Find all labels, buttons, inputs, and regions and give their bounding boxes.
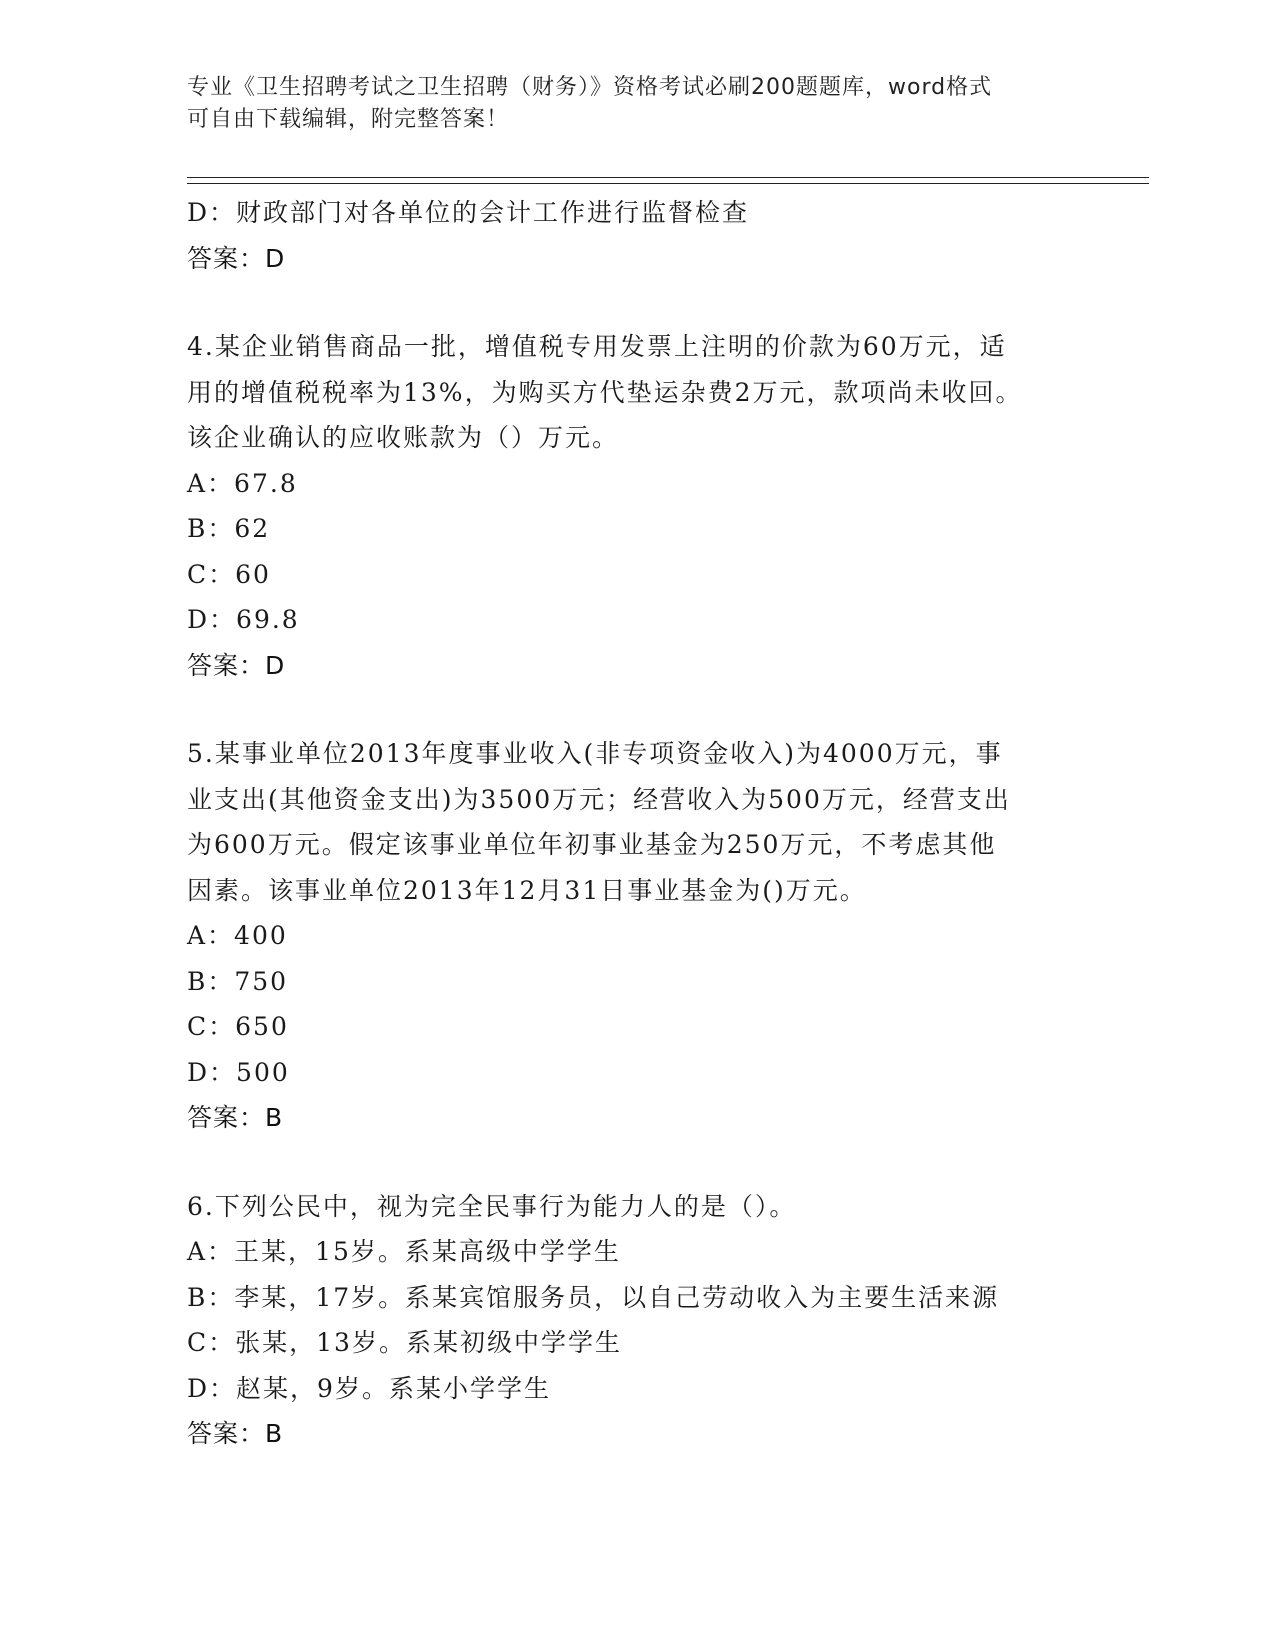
question-content: [187, 190, 1087, 1457]
question-stem-line: 用的增值税税率为13%，为购买方代垫运杂费2万元，款项尚未收回。: [187, 377, 1023, 407]
option-d: D：500: [187, 1057, 290, 1087]
answer-line: 答案：B: [187, 1419, 284, 1448]
option-c: C：60: [187, 559, 271, 589]
question-stem-line: 因素。该事业单位2013年12月31日事业基金为()万元。: [187, 875, 867, 905]
option-b: B：750: [187, 966, 289, 996]
answer-line: 答案：B: [187, 1103, 284, 1132]
question-stem-line: 业支出(其他资金支出)为3500万元；经营收入为500万元，经营支出: [187, 784, 1011, 814]
option-d: D：财政部门对各单位的会计工作进行监督检查: [187, 198, 750, 227]
question-3-tail: [187, 190, 1087, 281]
question-stem-line: 为600万元。假定该事业单位年初事业基金为250万元，不考虑其他: [187, 830, 997, 859]
answer-line: 答案：D: [187, 243, 286, 273]
option-c: C：张某，13岁。系某初级中学学生: [187, 1328, 622, 1357]
option-a: A：67.8: [187, 468, 298, 498]
question-stem-line: 5.某事业单位2013年度事业收入(非专项资金收入)为4000万元，事: [187, 739, 1003, 768]
header-line-1: 专业《卫生招聘考试之卫生招聘（财务）》资格考试必刷200题题库，word格式: [187, 75, 993, 100]
option-b: B：62: [187, 514, 271, 543]
header-line-2: 可自由下载编辑，附完整答案！: [187, 107, 510, 132]
option-d: D：赵某，9岁。系某小学学生: [187, 1373, 551, 1403]
option-a: A：400: [187, 921, 288, 950]
spacer: [187, 688, 1087, 731]
question-stem-line: 6.下列公民中，视为完全民事行为能力人的是（）。: [187, 1191, 797, 1221]
option-b: B：李某，17岁。系某宾馆服务员，以自己劳动收入为主要生活来源: [187, 1282, 1000, 1312]
spacer: [187, 1141, 1087, 1184]
option-a: A：王某，15岁。系某高级中学学生: [187, 1237, 621, 1266]
question-6: [187, 1184, 1087, 1457]
header-divider-bottom: [187, 183, 1149, 184]
question-4: [187, 324, 1087, 688]
question-stem-line: 该企业确认的应收账款为（）万元。: [187, 423, 620, 452]
question-5: [187, 731, 1087, 1141]
option-d: D：69.8: [187, 605, 300, 634]
spacer: [187, 281, 1087, 324]
header-divider-top: [187, 177, 1149, 178]
question-stem-line: 4.某企业销售商品一批，增值税专用发票上注明的价款为60万元，适: [187, 332, 1007, 361]
option-c: C：650: [187, 1012, 289, 1041]
answer-line: 答案：D: [187, 650, 286, 680]
page-header: [187, 72, 1067, 136]
